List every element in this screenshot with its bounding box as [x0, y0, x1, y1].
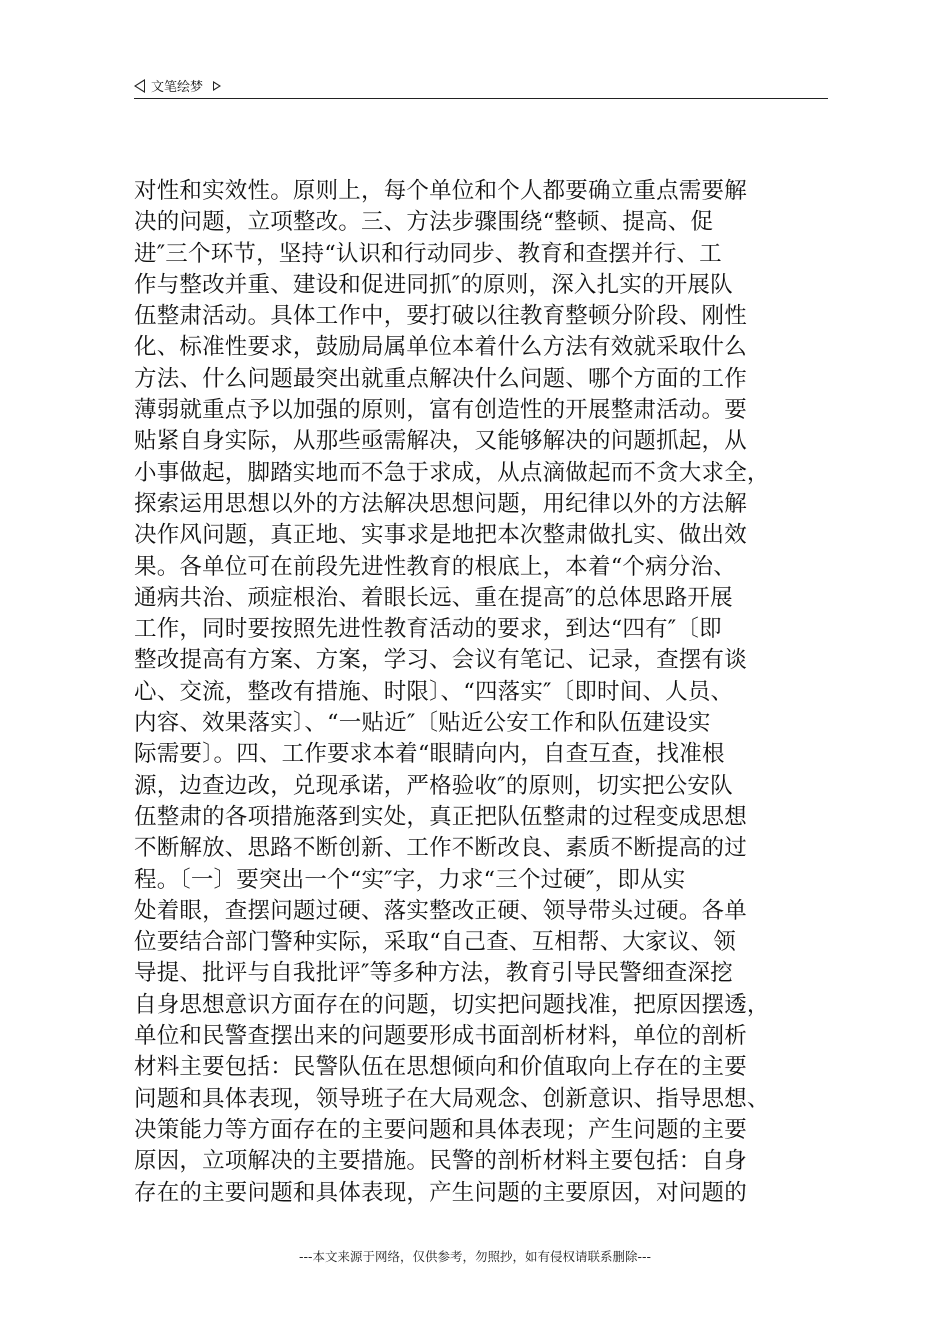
- body-line: 程。〔一〕要突出一个“实″字，力求“三个过硬″，即从实: [134, 866, 686, 893]
- body-line: 通病共治、顽症根治、着眼长远、重在提高″的总体思路开展: [134, 584, 733, 611]
- body-line: 果。各单位可在前段先进性教育的根底上，本着“个病分治、: [134, 553, 736, 580]
- body-line: 位要结合部门警种实际，采取“自己查、互相帮、大家议、领: [134, 929, 736, 956]
- body-line: 工作，同时要按照先进性教育活动的要求，到达“四有″〔即: [134, 616, 722, 643]
- body-line: 小事做起，脚踏实地而不急于求成，从点滴做起而不贪大求全，: [134, 459, 770, 486]
- body-line: 决策能力等方面存在的主要问题和具体表现；产生问题的主要: [134, 1116, 747, 1143]
- body-line: 决作风问题，真正地、实事求是地把本次整肃做扎实、做出效: [134, 522, 747, 549]
- body-line: 原因，立项解决的主要措施。民警的剖析材料主要包括：自身: [134, 1148, 747, 1175]
- body-line: 际需要〕。四、工作要求本着“眼睛向内，自查互查，找准根: [134, 741, 725, 768]
- body-line: 进″三个环节，坚持“认识和行动同步、教育和查摆并行、工: [134, 240, 722, 267]
- footer-disclaimer: ---本文来源于网络，仅供参考，勿照抄，如有侵权请联系删除---: [298, 1249, 652, 1264]
- page-header: [134, 74, 828, 99]
- header-brand: [134, 76, 221, 95]
- body-line: 问题和具体表现，领导班子在大局观念、创新意识、指导思想、: [134, 1085, 770, 1112]
- body-line: 不断解放、思路不断创新、工作不断改良、素质不断提高的过: [134, 835, 747, 862]
- body-line: 伍整肃的各项措施落到实处，真正把队伍整肃的过程变成思想: [134, 803, 747, 830]
- body-line: 存在的主要问题和具体表现，产生问题的主要原因，对问题的: [134, 1179, 747, 1206]
- body-line: 作与整改并重、建设和促进同抓″的原则，深入扎实的开展队: [134, 271, 733, 298]
- body-line: 薄弱就重点予以加强的原则，富有创造性的开展整肃活动。要: [134, 397, 747, 424]
- body-line: 方法、什么问题最突出就重点解决什么问题、哪个方面的工作: [134, 365, 747, 392]
- right-triangle-icon: [213, 81, 221, 91]
- body-line: 心、交流，整改有措施、时限〕、“四落实″〔即时间、人员、: [134, 678, 734, 705]
- body-line: 伍整肃活动。具体工作中，要打破以往教育整顿分阶段、刚性: [134, 303, 747, 330]
- brand-label: 文笔绘梦: [151, 80, 204, 95]
- left-triangle-icon: [134, 79, 145, 93]
- body-line: 化、标准性要求，鼓励局属单位本着什么方法有效就采取什么: [134, 334, 747, 361]
- body-line: 整改提高有方案、方案，学习、会议有笔记、记录，查摆有谈: [134, 647, 747, 674]
- body-line: 贴紧自身实际，从那些亟需解决，又能够解决的问题抓起，从: [134, 428, 747, 455]
- body-line: 导提、批评与自我批评″等多种方法，教育引导民警细查深挖: [134, 960, 733, 987]
- body-line: 自身思想意识方面存在的问题，切实把问题找准，把原因摆透，: [134, 991, 770, 1018]
- body-line: 单位和民警查摆出来的问题要形成书面剖析材料，单位的剖析: [134, 1023, 747, 1050]
- document-body: [134, 176, 834, 1209]
- body-line: 源，边查边改，兑现承诺，严格验收″的原则，切实把公安队: [134, 772, 733, 799]
- body-line: 决的问题，立项整改。三、方法步骤围绕“整顿、提高、促: [134, 209, 714, 236]
- body-line: 处着眼，查摆问题过硬、落实整改正硬、领导带头过硬。各单: [134, 897, 747, 924]
- body-line: 材料主要包括：民警队伍在思想倾向和价值取向上存在的主要: [134, 1054, 747, 1081]
- body-line: 对性和实效性。原则上，每个单位和个人都要确立重点需要解: [134, 178, 747, 204]
- body-line: 内容、效果落实〕、“一贴近″〔贴近公安工作和队伍建设实: [134, 710, 711, 737]
- body-line: 探索运用思想以外的方法解决思想问题，用纪律以外的方法解: [134, 490, 747, 517]
